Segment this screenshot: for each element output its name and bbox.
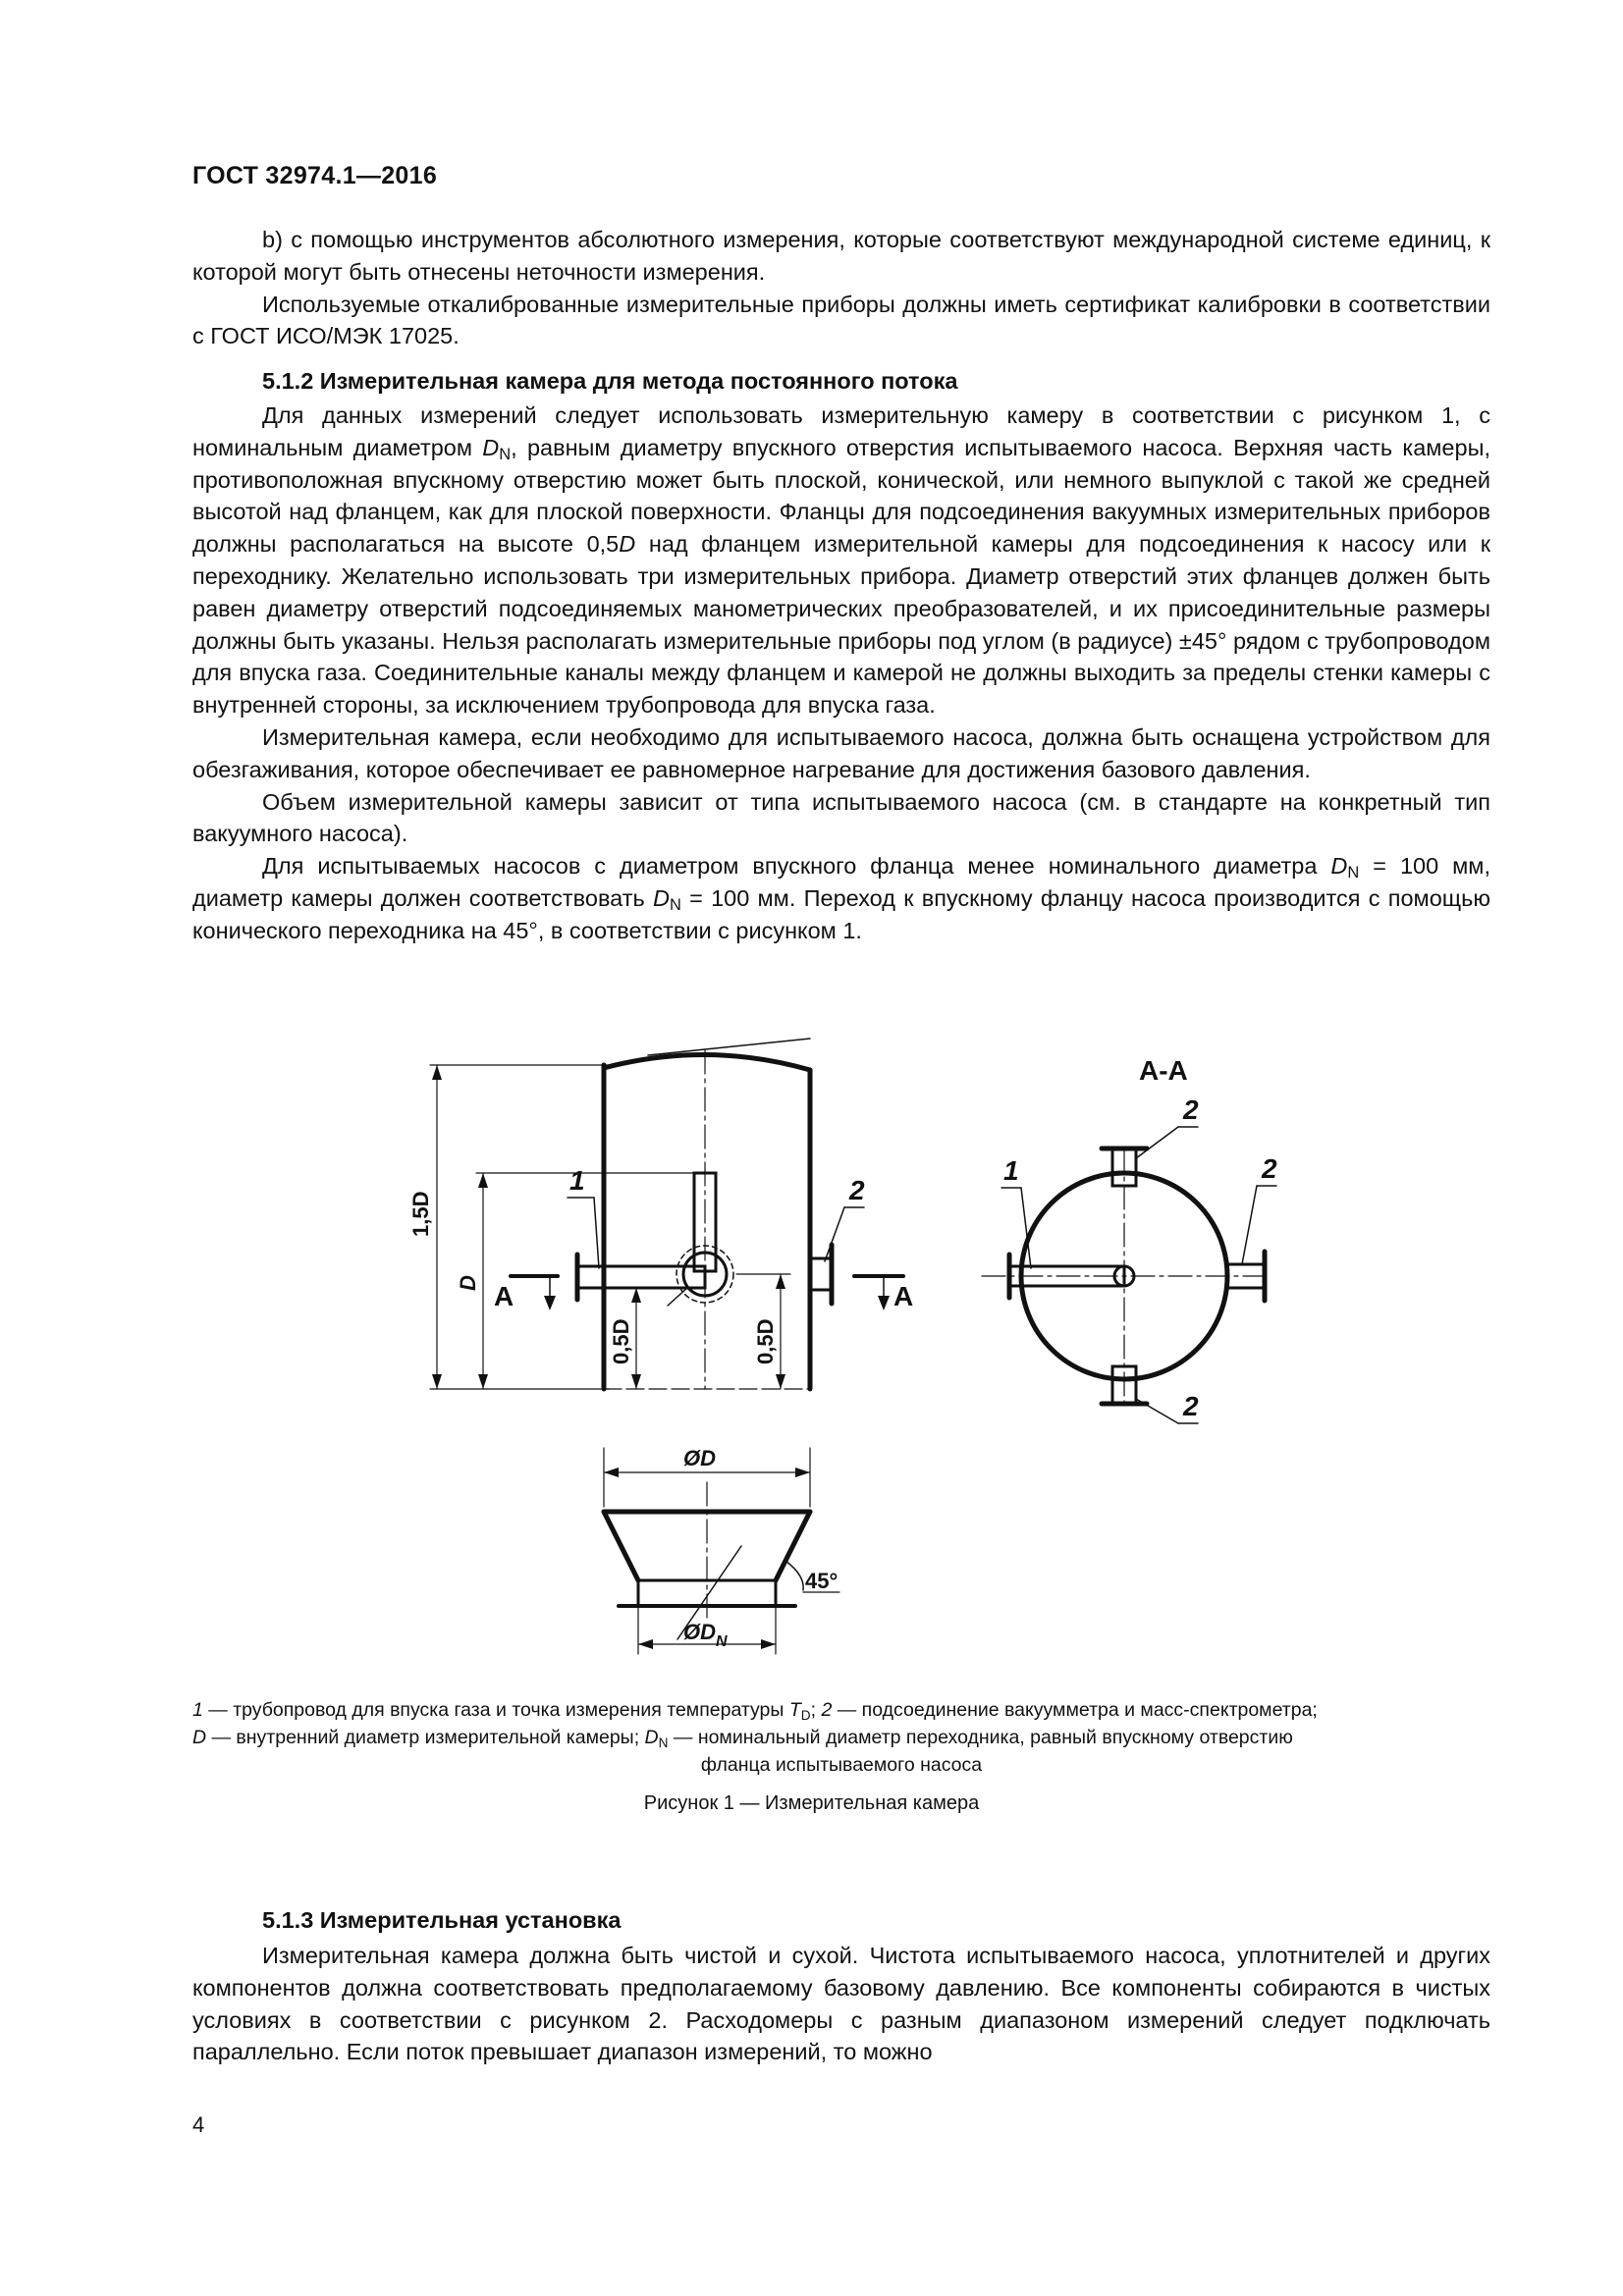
dimension-diameter-d: ØD — [683, 1446, 716, 1470]
label-1-section: 1 — [1003, 1155, 1019, 1186]
legend-line-2: D — внутренний диаметр измерительной камеры; $D_N$ — номинальный диаметр переходника, равный впускному отверстию — [192, 1727, 1293, 1750]
label-2-section-bottom: 2 — [1183, 1391, 1199, 1421]
page-number: 4 — [192, 2112, 205, 2137]
arrow-label-a-left: А — [494, 1281, 514, 1311]
figure-caption: Рисунок 1 — Измерительная камера — [643, 1792, 980, 1814]
figure-measurement-chamber — [393, 1011, 1551, 1659]
section-5-1-3-body — [192, 1940, 1490, 2068]
label-2-section-right: 2 — [1262, 1153, 1277, 1184]
section-5-1-2-heading: 5.1.2 Измерительная камера для метода постоянного потока — [262, 368, 958, 394]
intro-text — [192, 224, 1490, 352]
label-2-side: 2 — [849, 1175, 865, 1205]
intro-paragraph-calibration: Используемые откалиброванные измерительные приборы должны иметь сертификат калибровки в соответствии с ГОСТ ИСО/МЭК 17025. — [192, 291, 1490, 349]
dimension-0-5d-right: 0,5D — [753, 1318, 778, 1364]
dimension-diameter-dn: $ØD_N$ — [683, 1620, 728, 1650]
dimension-0-5d-left: 0,5D — [609, 1318, 633, 1364]
dimension-d: D — [456, 1275, 480, 1291]
document-id: ГОСТ 32974.1—2016 — [192, 162, 438, 189]
paragraph-adapter: Для испытываемых насосов с диаметром впускного фланца менее номинального диаметра $D_N = 100$ мм, диаметр камеры должен соответствовать $D_N = 100$ мм. Переход к впускному фланцу насоса производится с помощью конического переходника на 45°, в соответствии с рисунком 1. — [192, 853, 1490, 943]
angle-45-label: 45° — [805, 1569, 839, 1593]
dimension-1-5d: 1,5D — [408, 1191, 433, 1237]
paragraph-degassing: Измерительная камера, если необходимо для испытываемого насоса, должна быть оснащена устройством для обезгаживания, которое обеспечивает ее равномерное нагревание для достижения базового давления. — [192, 723, 1490, 782]
section-5-1-2-body — [192, 400, 1490, 947]
figure-legend — [192, 1696, 1490, 1779]
section-a-a-view — [982, 1127, 1276, 1423]
paragraph-volume: Объем измерительной камеры зависит от типа испытываемого насоса (см. в стандарте на конкретный тип вакуумного насоса). — [192, 788, 1490, 847]
conical-adapter-view — [604, 1448, 839, 1654]
chamber-side-view — [430, 1039, 903, 1389]
legend-line-1: 1 — трубопровод для впуска газа и точка измерения температуры $T_D$; 2 — подсоединение вакуумметра и масс-спектрометра; — [192, 1699, 1318, 1723]
paragraph-chamber-requirements: Для данных измерений следует использовать измерительную камеру в соответствии с рисунком 1, с номинальным диаметром $D_N$, равным диаметру впускного отверстия испытываемого насоса. Верхняя часть камеры, противоположная впускному отверстию может быть плоской, конической, или немного выпуклой с такой же средней высотой над фланцем, как для плоской поверхности. Фланцы для подсоединения вакуумных измерительных приборов должны располагаться на высоте 0,5D над фланцем измерительной камеры для подсоединения к насосу или к переходнику. Желательно использовать три измерительных прибора. Диаметр отверстий этих фланцев должен быть равен диаметру отверстий подсоединяемых манометрических преобразователей, и их присоединительные размеры должны быть указаны. Нельзя располагать измерительные приборы под углом (в радиусе) ±45° рядом с трубопроводом для впуска газа. Соединительные каналы между фланцем и камерой не должны выходить за пределы стенки камеры с внутренней стороны, за исключением трубопровода для впуска газа. — [192, 402, 1491, 719]
chamber-drawing — [393, 1011, 1551, 1659]
section-5-1-3-heading: 5.1.3 Измерительная установка — [262, 1907, 622, 1933]
label-1-side: 1 — [569, 1165, 585, 1196]
paragraph-measurement-setup: Измерительная камера должна быть чистой и сухой. Чистота испытываемого насоса, уплотнителей и других компонентов должна соответствовать предполагаемому базовому давлению. Все компоненты собираются в чистых условиях в соответствии с рисунком 2. Расходомеры с разным диапазоном измерений следует подключать параллельно. Если поток превышает диапазон измерений, то можно — [192, 1943, 1490, 2065]
arrow-label-a-right: А — [893, 1281, 914, 1311]
label-2-section-top: 2 — [1183, 1095, 1199, 1125]
intro-paragraph-b: b) с помощью инструментов абсолютного измерения, которые соответствуют международной системе единиц, к которой могут быть отнесены неточности измерения. — [192, 227, 1490, 285]
section-label-a-a: А-А — [1139, 1055, 1188, 1086]
legend-line-3: фланца испытываемого насоса — [700, 1754, 983, 1776]
